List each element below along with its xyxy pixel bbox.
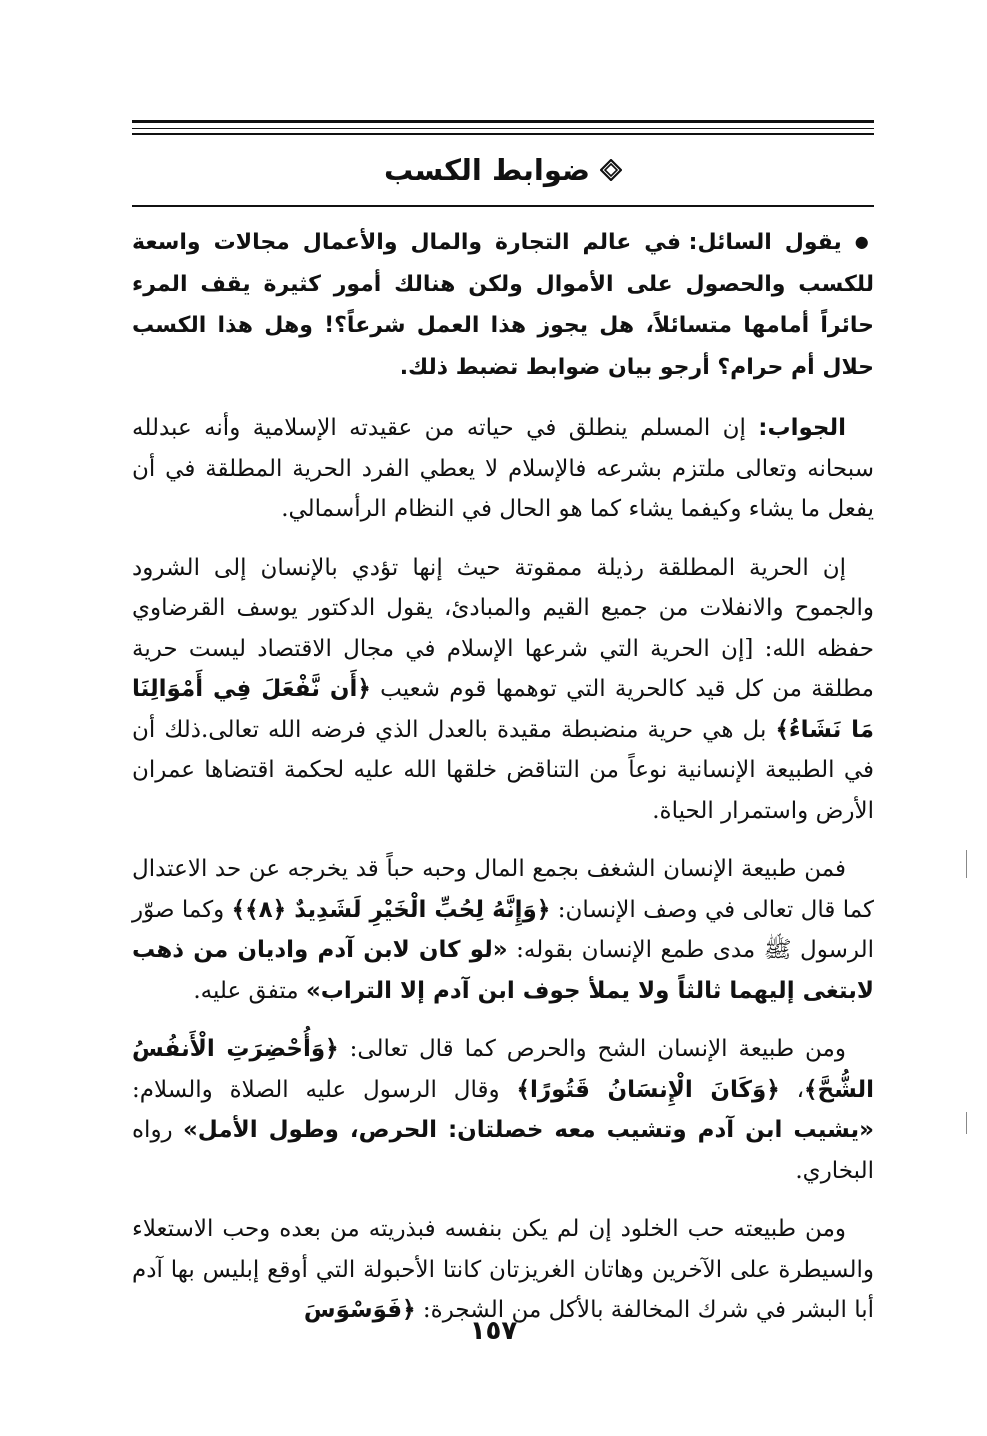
margin-mark xyxy=(966,1112,967,1134)
answer-text-4b: ، xyxy=(779,1076,805,1103)
question-text: في عالم التجارة والمال والأعمال مجالات واسعة للكسب والحصول على الأموال ولكن هنالك أمور كثيرة يقف المرء حائراً أمامها متسائلاً، هل يجوز هذا العمل شرعاً؟! وهل هذا الكسب حلال أم حرام؟ أرجو بيان ضوابط تضبط ذلك. xyxy=(132,230,874,380)
hadith-quote: «لو كان لابن آدم واديان من ذهب لابتغى إليهما ثالثاً ولا يملأ جوف ابن آدم إلا التراب» xyxy=(132,937,874,1004)
page-number: ١٥٧ xyxy=(469,1316,518,1346)
answer-paragraph-3 xyxy=(132,849,874,1011)
answer-paragraph-2 xyxy=(132,548,874,832)
answer-text-4c: وقال الرسول عليه الصلاة والسلام: xyxy=(132,1076,517,1103)
diamond-ornament-icon xyxy=(600,159,622,181)
book-page xyxy=(132,120,874,1349)
quran-quote: ﴿وَإِنَّهُ لِحُبِّ الْخَيْرِ لَشَدِيدٌ ﴿٨﴾﴾ xyxy=(231,896,551,923)
answer-lead: الجواب: xyxy=(758,415,846,441)
answer-paragraph-4 xyxy=(132,1029,874,1191)
answer-text-5a: ومن طبيعته حب الخلود إن لم يكن بنفسه فبذريته من بعده وحب الاستعلاء والسيطرة على الآخرين وهاتان الغريزتان كانتا الأحبولة التي أوقع إبليس بها آدم أبا البشر في شرك المخالفة بالأكل من الشجرة: xyxy=(132,1216,874,1323)
answer-text-2a: إن الحرية المطلقة رذيلة ممقوتة حيث إنها تؤدي بالإنسان إلى الشرود والجموح والانفلات من جميع القيم والمبادئ، يقول الدكتور يوسف القرضاوي حفظه الله: [إن الحرية التي شرعها الإسلام في مجال الاقتصاد ليست حرية مطلقة من كل قيد كالحرية التي توهمها قوم شعيب xyxy=(132,554,874,702)
answer-text-3b: وكما صوّر الرسول ﷺ مدى طمع الإنسان بقوله: xyxy=(132,896,874,963)
question-lead: يقول السائل: xyxy=(688,230,842,255)
answer-paragraph-5 xyxy=(132,1209,874,1331)
margin-mark xyxy=(966,850,967,878)
quran-quote: ﴿وَكَانَ الْإِنسَانُ قَتُورًا﴾ xyxy=(516,1076,780,1103)
answer-text-4d: رواه البخاري. xyxy=(132,1117,874,1184)
answer-text-4a: ومن طبيعة الإنسان الشح والحرص كما قال تعالى: xyxy=(338,1036,846,1062)
quran-quote: ﴿وَأُحْضِرَتِ الْأَنفُسُ الشُّحَّ﴾ xyxy=(132,1036,875,1103)
quran-quote: ﴿فَوَسْوَسَ xyxy=(303,1297,416,1323)
quran-quote: ﴿أَن نَّفْعَلَ فِي أَمْوَالِنَا مَا نَشَاءُ﴾ xyxy=(132,676,874,743)
answer-text-3a: فمن طبيعة الإنسان الشغف بجمع المال وحبه حباً قد يخرجه عن حد الاعتدال كما قال تعالى في وصف الإنسان: xyxy=(132,856,874,923)
chapter-header xyxy=(132,135,874,205)
answer-text-3c: متفق عليه. xyxy=(193,977,306,1004)
bullet-icon: ● xyxy=(854,232,874,251)
answer-text-2b: بل هي حرية منضبطة مقيدة بالعدل الذي فرضه الله تعالى.ذلك أن في الطبيعة الإنسانية نوعاً من التناقض خلقها الله عليه لحكمة اقتضاها عمران الأرض واستمرار الحياة. xyxy=(132,716,874,824)
question-paragraph xyxy=(132,221,874,388)
hadith-quote: «يشيب ابن آدم وتشيب معه خصلتان: الحرص، وطول الأمل» xyxy=(182,1117,874,1143)
header-bottom-rule xyxy=(132,205,874,207)
top-rule-thin xyxy=(132,128,874,129)
chapter-title: ضوابط الكسب xyxy=(383,153,591,187)
answer-text-1: إن المسلم ينطلق في حياته من عقيدته الإسلامية وأنه عبدلله سبحانه وتعالى ملتزم بشرعه فالإسلام لا يعطي الفرد الحرية المطلقة في أن يفعل ما يشاء وكيفما يشاء كما هو الحال في النظام الرأسمالي. xyxy=(132,415,874,522)
answer-paragraph-1 xyxy=(132,408,874,530)
top-rule-thick xyxy=(132,120,874,123)
